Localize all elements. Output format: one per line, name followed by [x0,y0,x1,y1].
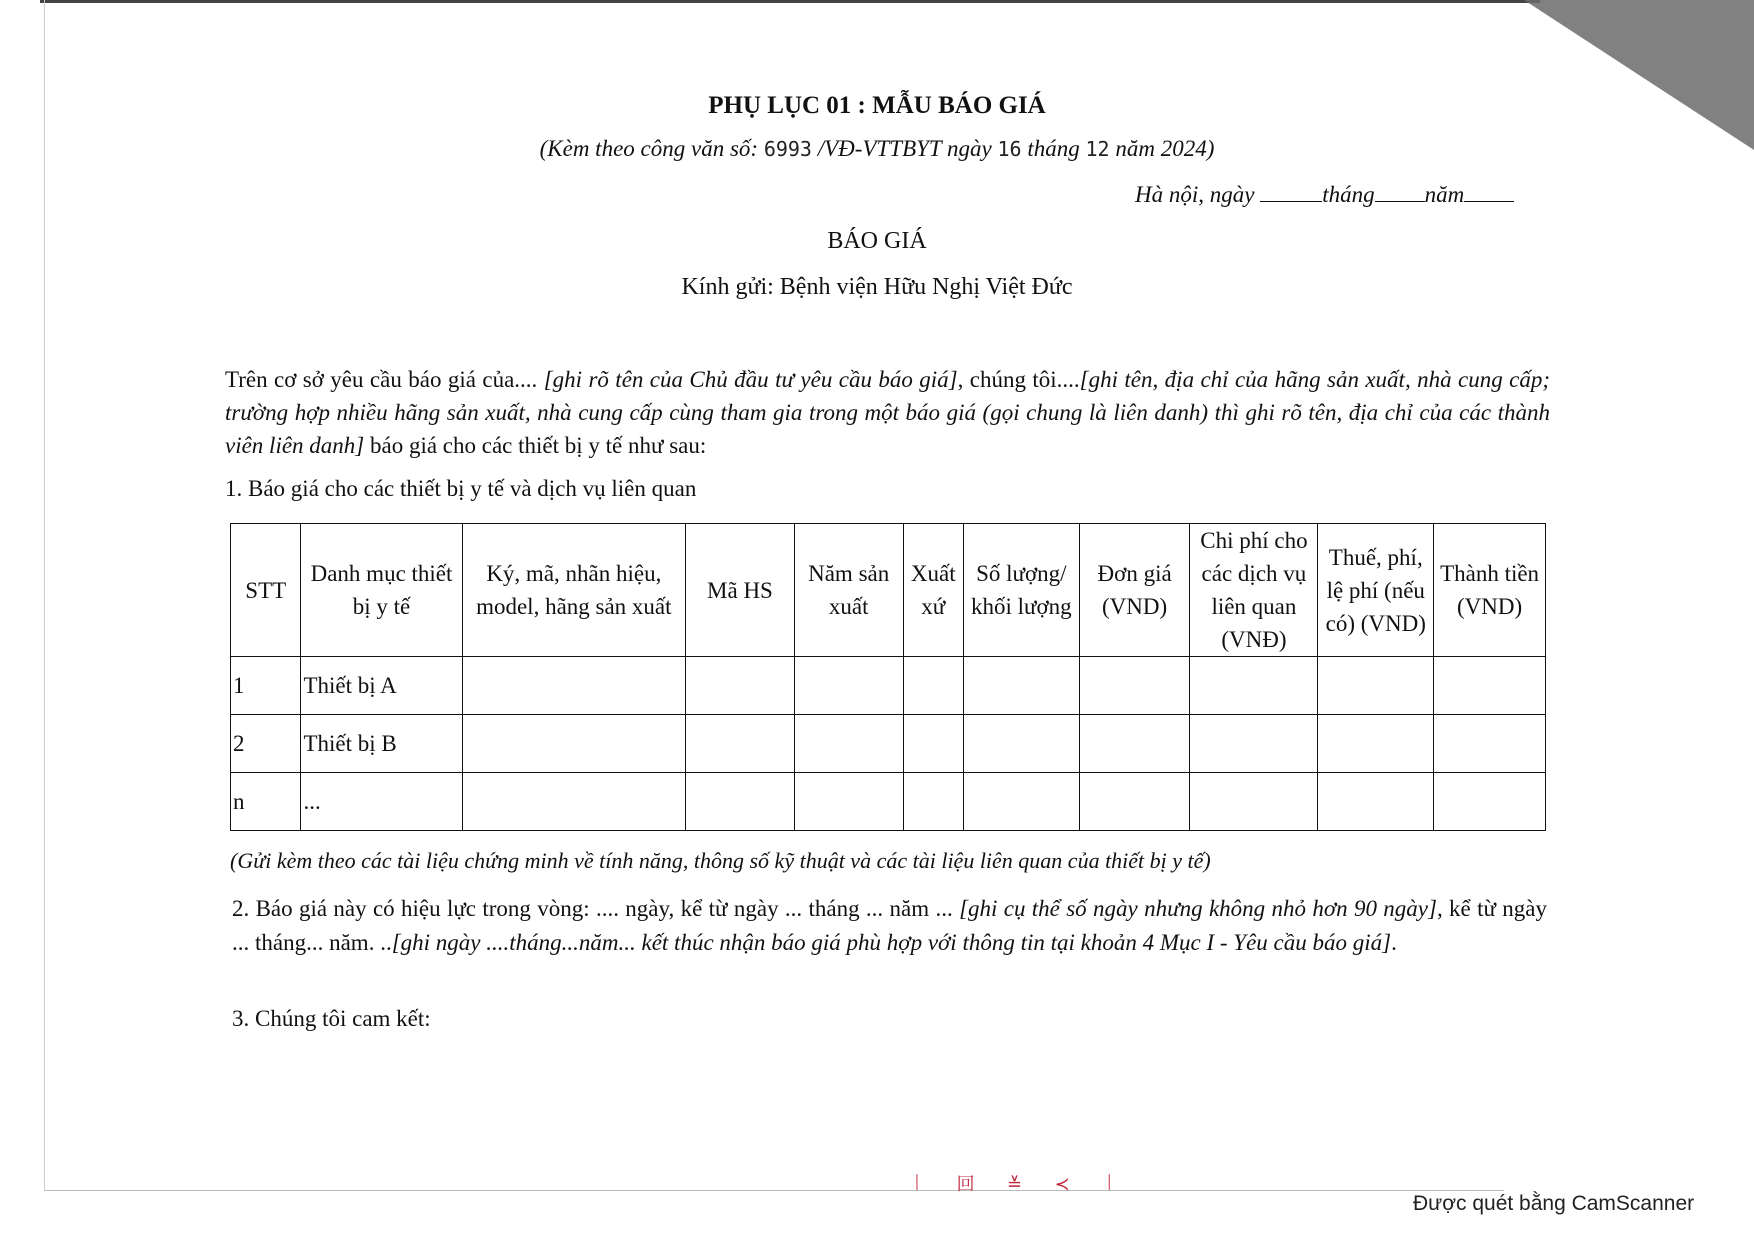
page-edge-left [44,0,45,1190]
intro-italic-2: [ghi tên, địa chỉ của hãng sản xuất, nhà cung cấp; trường hợp nhiều hãng sản xuất, nhà cung cấp cùng tham gia trong một báo giá (gọi chung là liên danh) thì ghi rõ tên, địa chỉ của các thành viên liên danh] [225,367,1550,458]
cell-empty [794,657,903,715]
cell-empty [1318,715,1434,773]
date-city-day-label: Hà nội, ngày [1135,182,1261,207]
cell-empty [462,657,686,715]
reference-mid: /VĐ-VTTBYT ngày [811,136,998,161]
intro-paragraph [225,363,1550,462]
cell-empty [1190,657,1318,715]
col-header-unit-price: Đơn giá (VND) [1079,524,1190,657]
cell-empty [686,657,795,715]
cell-empty [794,715,903,773]
cell-stt: 1 [231,657,301,715]
col-header-taxes: Thuế, phí, lệ phí (nếu có) (VND) [1318,524,1434,657]
document-heading: BÁO GIÁ [827,228,927,254]
cell-empty [462,715,686,773]
section-3-title: 3. Chúng tôi cam kết: [232,1006,431,1031]
cell-item: Thiết bị A [301,657,462,715]
sec2-text-1: 2. Báo giá này có hiệu lực trong vòng: .... ngày, kể từ ngày ... tháng ... năm ... [232,896,960,921]
page-edge-bottom [44,1190,1504,1191]
date-line [1135,182,1514,208]
cell-empty [1190,773,1318,831]
table-row [231,715,1546,773]
section-2-paragraph [232,892,1547,960]
cell-empty [794,773,903,831]
col-header-hs-code: Mã HS [686,524,795,657]
intro-text-3: báo giá cho các thiết bị y tế như sau: [364,433,707,458]
cell-empty [1190,715,1318,773]
scanner-watermark: Được quét bằng CamScanner [1413,1192,1695,1215]
intro-text-1: Trên cơ sở yêu cầu báo giá của.... [225,367,544,392]
red-stamp-fragment: ꒐ 回 ≚ ≺ ꒐ [910,1174,1131,1194]
col-header-year: Năm sản xuất [794,524,903,657]
cell-empty [686,715,795,773]
col-header-stt: STT [231,524,301,657]
cell-empty [1079,715,1190,773]
handwritten-day: 16 [997,137,1022,161]
cell-empty [1318,773,1434,831]
section-1-title: 1. Báo giá cho các thiết bị y tế và dịch vụ liên quan [225,476,697,501]
table-note: (Gửi kèm theo các tài liệu chứng minh về tính năng, thông số kỹ thuật và các tài liệu liên quan của thiết bị y tế) [230,848,1211,873]
page-edge [40,0,1540,3]
reference-suffix: năm 2024) [1109,136,1215,161]
date-year-label: năm [1424,182,1465,207]
date-year-blank [1464,183,1514,202]
table-row [231,657,1546,715]
col-header-model: Ký, mã, nhãn hiệu, model, hãng sản xuất [462,524,686,657]
intro-italic-1: [ghi rõ tên của Chủ đầu tư yêu cầu báo giá] [543,367,958,392]
folded-corner-shadow [1524,0,1754,150]
sec2-italic-2: [ghi ngày ....tháng...năm... kết thúc nhận báo giá phù hợp với thông tin tại khoản 4 Mục I - Yêu cầu báo giá] [391,930,1392,955]
date-month-blank [1375,183,1425,202]
quotation-table [230,523,1546,831]
cell-item: ... [301,773,462,831]
table-header-row [231,524,1546,657]
handwritten-month: 12 [1085,137,1110,161]
recipient-line: Kính gửi: Bệnh viện Hữu Nghị Việt Đức [681,274,1073,300]
reference-prefix: (Kèm theo công văn số: [539,136,764,161]
col-header-quantity: Số lượng/ khối lượng [963,524,1079,657]
col-header-total: Thành tiền (VND) [1434,524,1546,657]
cell-item: Thiết bị B [301,715,462,773]
col-header-service-cost: Chi phí cho các dịch vụ liên quan (VNĐ) [1190,524,1318,657]
cell-empty [903,773,963,831]
cell-empty [963,657,1079,715]
col-header-item: Danh mục thiết bị y tế [301,524,462,657]
sec2-text-2: , kể từ ngày ... tháng... năm. .. [232,896,1547,955]
cell-stt: 2 [231,715,301,773]
cell-empty [462,773,686,831]
cell-empty [1434,657,1546,715]
cell-empty [686,773,795,831]
cell-empty [1434,773,1546,831]
cell-empty [1079,657,1190,715]
cell-empty [1434,715,1546,773]
cell-empty [963,773,1079,831]
date-month-label: tháng [1322,182,1375,207]
sec2-text-3: . [1391,930,1397,955]
col-header-origin: Xuất xứ [903,524,963,657]
date-day-blank [1260,183,1322,202]
handwritten-doc-number: 6993 [763,137,812,161]
cell-empty [1079,773,1190,831]
cell-empty [1318,657,1434,715]
table-row [231,773,1546,831]
document-reference [0,136,1754,162]
cell-empty [963,715,1079,773]
cell-stt: n [231,773,301,831]
reference-month-label: tháng [1021,136,1086,161]
intro-text-2: , chúng tôi.... [957,367,1080,392]
cell-empty [903,657,963,715]
sec2-italic-1: [ghi cụ thể số ngày nhưng không nhỏ hơn 90 ngày] [959,896,1437,921]
cell-empty [903,715,963,773]
page-title: PHỤ LỤC 01 : MẪU BÁO GIÁ [708,92,1046,119]
